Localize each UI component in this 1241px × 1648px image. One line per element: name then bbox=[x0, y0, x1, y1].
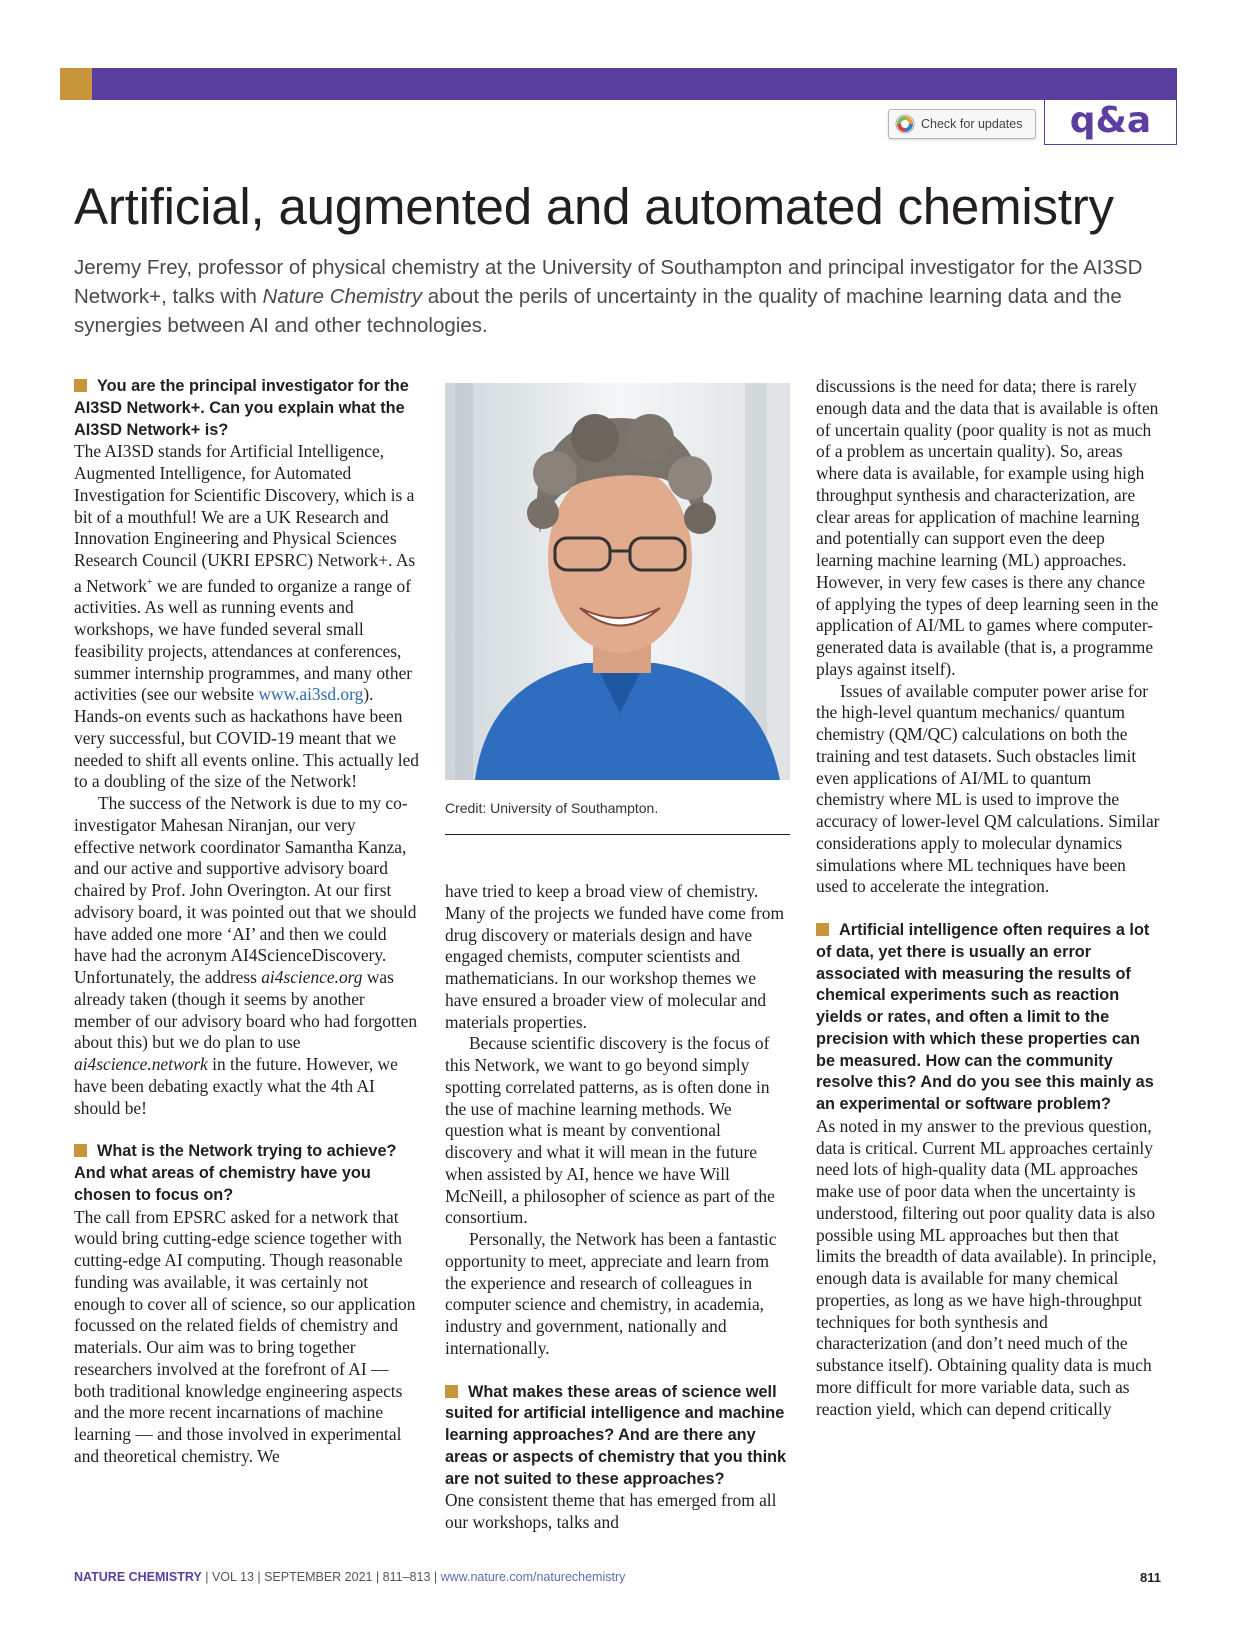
standfirst: Jeremy Frey, professor of physical chemistry at the University of Southampton and principal investigator for the AI3SD Network+, talks with Nature Chemistry about the perils of uncertainty in the quality of machine learning data and the synergies between AI and other technologies. bbox=[74, 256, 1143, 337]
article-title: Artificial, augmented and automated chemistry bbox=[74, 178, 1114, 235]
question-heading: You are the principal investigator for the AI3SD Network+. Can you explain what the AI3SD Network+ is? bbox=[74, 377, 409, 439]
figure-divider bbox=[445, 834, 790, 835]
question-marker bbox=[445, 1385, 458, 1398]
check-for-updates-label: Check for updates bbox=[921, 117, 1023, 131]
column-2 bbox=[445, 881, 790, 1534]
answer-paragraph: As noted in my answer to the previous question, data is critical. Current ML approaches certainly need lots of high-quality data (ML approaches make use of poor data when the uncertainty is understood, filtering out poor quality data is also possible using ML approaches but then that limits the breadth of data available). In principle, enough data is available for many chemical properties, as long as we have high-throughput techniques for both synthesis and characterization (and don’t need much of the substance itself). Obtaining quality data is much more difficult for more variable data, such as reaction yield, which can depend critically bbox=[816, 1115, 1157, 1419]
page-footer bbox=[74, 1570, 1161, 1584]
question-marker bbox=[74, 379, 87, 392]
answer-paragraph: discussions is the need for data; there is rarely enough data and the data that is available is often of uncertain quality (poor quality is not as much of a problem as uncertain quality). So, areas where data is available, for example using high throughput synthesis and characterization, are clear areas for application of machine learning and potentially can support even the deep learning machine learning (ML) approaches. However, in very few cases is there any chance of applying the types of deep learning seen in the application of AI/ML to games where computer-generated data is available (that is, a programme plays against itself). bbox=[816, 376, 1159, 679]
column-1 bbox=[74, 376, 419, 1468]
answer-paragraph: Personally, the Network has been a fantastic opportunity to meet, appreciate and learn from the experience and research of colleagues in computer science and chemistry, in academia, industry and government, nationally and internationally. bbox=[445, 1229, 777, 1358]
top-banner bbox=[60, 68, 1177, 100]
page-number: 811 bbox=[1140, 1570, 1161, 1585]
answer-paragraph: Issues of available computer power arise for the high-level quantum mechanics/ quantum chemistry (QM/QC) calculations on both the training and test datasets. Such obstacles limit even applications of AI/ML to quantum chemistry where ML is used to improve the accuracy of lower-level QM calculations. Similar considerations apply to molecular dynamics simulations where ML techniques have been used to accelerate the integration. bbox=[816, 680, 1160, 897]
question-heading: Artificial intelligence often requires a lot of data, yet there is usually an error associated with measuring the results of chemical experiments such as reaction yields or rates, and often a limit to the precision with which these properties can be measured. How can the community resolve this? And do you see this mainly as an experimental or software problem? bbox=[816, 921, 1154, 1113]
column-3 bbox=[816, 376, 1161, 1420]
question-heading: What is the Network trying to achieve? And what areas of chemistry have you chosen to focus on? bbox=[74, 1142, 397, 1204]
question-marker bbox=[74, 1144, 87, 1157]
section-tag: q&a bbox=[1044, 100, 1177, 145]
banner-accent-block bbox=[60, 68, 92, 100]
crossmark-icon bbox=[895, 114, 915, 134]
question-marker bbox=[816, 923, 829, 936]
website-link[interactable]: www.ai3sd.org bbox=[258, 684, 364, 705]
answer-paragraph: Because scientific discovery is the focus of this Network, we want to go beyond simply spotting correlated patterns, as is often done in the use of machine learning methods. We question what is meant by conventional discovery and what it will mean in the future when assisted by AI, hence we have Will McNeill, a philosopher of science as part of the consortium. bbox=[445, 1033, 775, 1228]
journal-url-link[interactable]: www.nature.com/naturechemistry bbox=[440, 1570, 626, 1584]
figure-credit: Credit: University of Southampton. bbox=[445, 800, 659, 816]
portrait-photo bbox=[445, 383, 790, 780]
journal-name: NATURE CHEMISTRY bbox=[74, 1570, 202, 1584]
answer-paragraph: One consistent theme that has emerged from all our workshops, talks and bbox=[445, 1490, 777, 1532]
answer-paragraph: The call from EPSRC asked for a network that would bring cutting-edge science together with cutting-edge AI computing. Though reasonable funding was available, it was certainly not enough to cover all of science, so our application focussed on the related fields of chemistry and materials. Our aim was to bring together researchers involved at the forefront of AI — both traditional knowledge engineering aspects and the more recent incarnations of machine learning — and those involved in experimental and theoretical chemistry. We bbox=[74, 1206, 416, 1466]
question-heading: What makes these areas of science well suited for artificial intelligence and machine learning approaches? And are there any areas or aspects of chemistry that you think are not suited to these approaches? bbox=[445, 1382, 787, 1488]
answer-paragraph: The success of the Network is due to my co-investigator Mahesan Niranjan, our very effective network coordinator Samantha Kanza, and our active and supportive advisory board chaired by Prof. John Overington. At our first advisory board, it was pointed out that we should have added one more ‘AI’ and then we could have had the acronym AI4ScienceDiscovery. Unfortunately, the address ai4science.org was already taken (though it seems by another member of our advisory board who had forgotten about this) but we do plan to use ai4science.network in the future. However, we have been debating exactly what the 4th AI should be! bbox=[74, 793, 418, 1118]
check-for-updates-button[interactable] bbox=[888, 109, 1036, 139]
answer-paragraph: have tried to keep a broad view of chemistry. Many of the projects we funded have come from drug discovery or materials design and have engaged chemists, computer scientists and mathematicians. In our workshop themes we have ensured a broader view of molecular and materials properties. bbox=[445, 881, 784, 1032]
citation: | VOL 13 | SEPTEMBER 2021 | 811–813 | bbox=[201, 1570, 441, 1584]
answer-paragraph: The AI3SD stands for Artificial Intelligence, Augmented Intelligence, for Automated Investigation for Scientific Discovery, which is a bit of a mouthful! We are a UK Research and Innovation Engineering and Physical Sciences Research Council (UKRI EPSRC) Network+. As a Network+ we are funded to organize a range of activities. As well as running events and workshops, we have funded several small feasibility projects, attendances at conferences, summer internship programmes, and many other activities (see our website www.ai3sd.org). Hands-on events such as hackathons have been very successful, but COVID-19 meant that we needed to shift all events online. This actually led to a doubling of the size of the Network! bbox=[74, 441, 419, 792]
